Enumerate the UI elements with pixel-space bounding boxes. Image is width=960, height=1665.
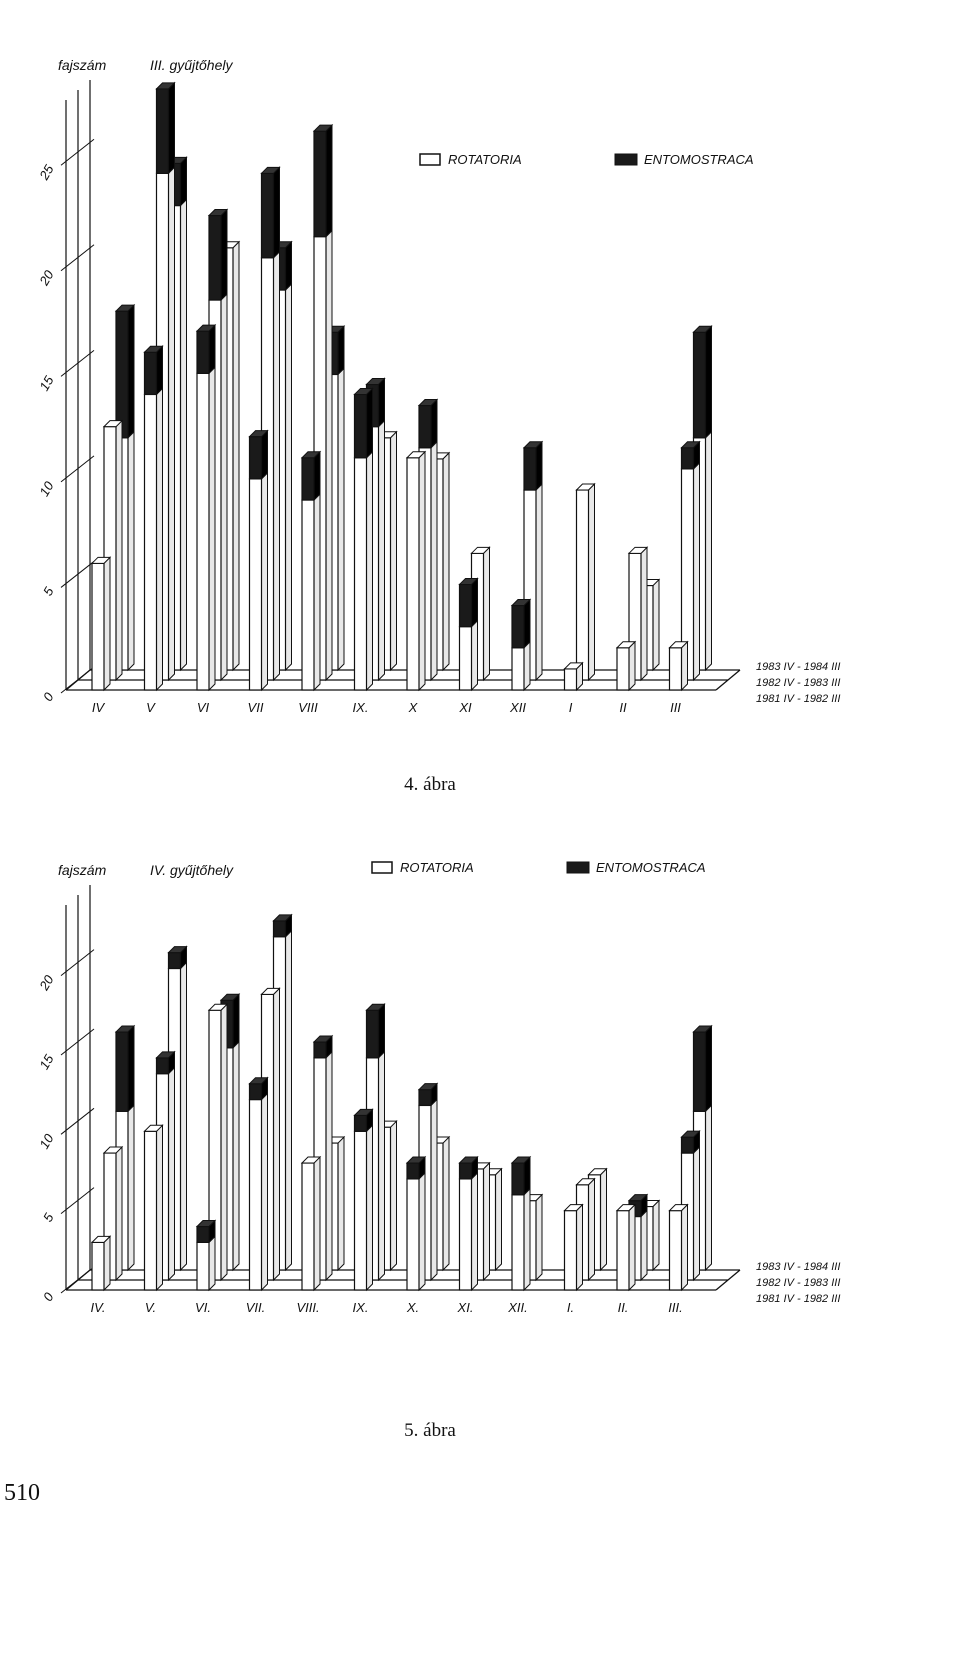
y-tick-label: 5 bbox=[39, 1210, 57, 1225]
bar-rotatoria-side bbox=[472, 621, 478, 690]
bar-entomostraca-side bbox=[379, 378, 385, 426]
x-tick-label: III bbox=[670, 700, 681, 715]
bar-rotatoria bbox=[92, 1242, 104, 1290]
bar-rotatoria-side bbox=[629, 642, 635, 690]
bar-rotatoria-side bbox=[314, 494, 320, 690]
x-tick-label: IV bbox=[91, 700, 105, 715]
bar-rotatoria bbox=[407, 458, 419, 690]
bar-rotatoria-side bbox=[233, 242, 239, 670]
bar-entomostraca bbox=[197, 331, 209, 373]
bar-rotatoria-side bbox=[157, 1125, 163, 1290]
bar-entomostraca-side bbox=[128, 1026, 134, 1111]
bar-rotatoria-side bbox=[209, 1236, 215, 1290]
bar-rotatoria-side bbox=[484, 547, 490, 680]
bar-rotatoria bbox=[512, 648, 524, 690]
bar-stack bbox=[617, 642, 635, 690]
x-tick-label: V. bbox=[144, 1300, 157, 1315]
bar-rotatoria-side bbox=[706, 432, 712, 670]
bar-entomostraca-side bbox=[314, 452, 320, 500]
bar-stack bbox=[670, 1205, 688, 1290]
bar-stack bbox=[617, 1205, 635, 1290]
bar-rotatoria-side bbox=[536, 484, 542, 680]
bar-rotatoria bbox=[512, 1195, 524, 1290]
series-label: 1983 IV - 1984 III bbox=[756, 1261, 841, 1273]
legend bbox=[372, 860, 706, 875]
bar-entomostraca bbox=[250, 437, 262, 479]
bar-rotatoria bbox=[250, 1100, 262, 1290]
y-tick-label: 20 bbox=[36, 267, 57, 288]
legend-label-rotatoria: ROTATORIA bbox=[400, 860, 474, 875]
y-tick-label: 0 bbox=[39, 1290, 57, 1304]
y-axis-label: fajszám bbox=[58, 57, 107, 73]
bar-rotatoria-side bbox=[326, 1052, 332, 1280]
bar-rotatoria-side bbox=[589, 484, 595, 680]
y-tick-label: 20 bbox=[36, 972, 57, 993]
bar-rotatoria bbox=[145, 394, 157, 690]
bar-entomostraca bbox=[314, 1042, 326, 1058]
bar-rotatoria-side bbox=[431, 1099, 437, 1280]
series-label: 1983 IV - 1984 III bbox=[756, 661, 841, 673]
chart-1-plot bbox=[36, 57, 841, 715]
bar-entomostraca-side bbox=[221, 210, 227, 300]
y-tick-label: 15 bbox=[36, 1051, 57, 1072]
series-label: 1982 IV - 1983 III bbox=[756, 1277, 841, 1289]
x-tick-label: III. bbox=[668, 1300, 683, 1315]
bar-stack bbox=[302, 452, 320, 690]
bar-stack bbox=[92, 557, 110, 690]
bar-entomostraca-side bbox=[431, 400, 437, 448]
bar-rotatoria-side bbox=[472, 1173, 478, 1290]
bar-rotatoria bbox=[460, 1179, 472, 1290]
bar-entomostraca bbox=[419, 406, 431, 448]
bar-rotatoria-side bbox=[431, 442, 437, 680]
bar-entomostraca bbox=[419, 1090, 431, 1106]
bar-rotatoria-side bbox=[379, 1052, 385, 1280]
bar-entomostraca bbox=[682, 448, 694, 469]
bar-stack bbox=[512, 600, 530, 690]
bar-entomostraca-side bbox=[338, 326, 344, 374]
bar-rotatoria-side bbox=[391, 1121, 397, 1270]
legend-swatch-entomostraca bbox=[615, 154, 637, 165]
bar-stack bbox=[250, 431, 268, 690]
bar-rotatoria-side bbox=[338, 1137, 344, 1270]
bar-entomostraca bbox=[116, 311, 128, 438]
bar-entomostraca bbox=[314, 131, 326, 237]
bar-entomostraca-side bbox=[706, 326, 712, 438]
bar-rotatoria bbox=[302, 500, 314, 690]
y-tick-label: 25 bbox=[36, 162, 57, 183]
bar-stack bbox=[577, 484, 595, 680]
x-tick-label: V bbox=[146, 700, 155, 715]
bar-rotatoria-side bbox=[104, 557, 110, 690]
bar-rotatoria-side bbox=[128, 1105, 134, 1270]
chart-1 bbox=[0, 40, 960, 780]
series-labels bbox=[756, 661, 840, 705]
legend bbox=[420, 152, 754, 167]
legend-swatch-rotatoria bbox=[420, 154, 440, 165]
x-tick-label: XI. bbox=[457, 1300, 474, 1315]
bar-rotatoria-side bbox=[641, 1211, 647, 1280]
bar-rotatoria-side bbox=[181, 962, 187, 1270]
bar-entomostraca bbox=[694, 332, 706, 438]
bar-rotatoria-side bbox=[694, 1147, 700, 1280]
bar-rotatoria-side bbox=[157, 388, 163, 690]
bar-rotatoria-side bbox=[484, 1163, 490, 1280]
bar-stack bbox=[565, 663, 583, 690]
bar-entomostraca bbox=[460, 584, 472, 626]
bar-rotatoria-side bbox=[221, 1004, 227, 1280]
y-tick-label: 15 bbox=[36, 373, 57, 394]
bar-entomostraca-side bbox=[128, 305, 134, 438]
bar-entomostraca-side bbox=[379, 1004, 385, 1058]
bar-rotatoria-side bbox=[274, 988, 280, 1280]
bar-entomostraca bbox=[682, 1137, 694, 1153]
x-tick-label: I. bbox=[566, 1300, 575, 1315]
x-tick-label: X bbox=[408, 700, 418, 715]
bar-entomostraca bbox=[262, 173, 274, 257]
bar-stack bbox=[460, 578, 478, 690]
bar-stack bbox=[407, 452, 425, 690]
x-tick-label: VIII bbox=[298, 700, 318, 715]
bar-rotatoria-side bbox=[169, 1068, 175, 1280]
bar-entomostraca bbox=[145, 352, 157, 394]
chart-title: III. gyűjtőhely bbox=[150, 57, 233, 73]
bar-entomostraca bbox=[157, 1058, 169, 1074]
bar-rotatoria bbox=[670, 648, 682, 690]
bar-entomostraca-side bbox=[536, 442, 542, 490]
bar-rotatoria-side bbox=[286, 931, 292, 1270]
bar-entomostraca-side bbox=[169, 83, 175, 173]
bar-rotatoria-side bbox=[379, 421, 385, 680]
y-tick-label: 10 bbox=[36, 1131, 57, 1152]
bar-entomostraca-side bbox=[326, 125, 332, 237]
bar-rotatoria bbox=[355, 1131, 367, 1290]
bar-entomostraca-side bbox=[181, 157, 187, 205]
bar-rotatoria-side bbox=[706, 1105, 712, 1270]
bar-entomostraca bbox=[355, 1115, 367, 1131]
x-tick-label: II. bbox=[617, 1300, 629, 1315]
bar-rotatoria-side bbox=[682, 642, 688, 690]
bar-entomostraca bbox=[694, 1032, 706, 1111]
bar-rotatoria-side bbox=[641, 547, 647, 680]
bar-stack bbox=[565, 1205, 583, 1290]
bar-rotatoria bbox=[617, 1211, 629, 1290]
bars bbox=[92, 915, 712, 1290]
bar-entomostraca-side bbox=[274, 167, 280, 257]
chart-1-svg bbox=[0, 40, 960, 780]
bar-rotatoria-side bbox=[524, 642, 530, 690]
bar-entomostraca bbox=[524, 448, 536, 490]
y-axis-label: fajszám bbox=[58, 862, 107, 878]
bar-entomostraca bbox=[169, 953, 181, 969]
bar-stack bbox=[302, 1157, 320, 1290]
bar-rotatoria-side bbox=[682, 1205, 688, 1290]
x-tick-label: I bbox=[568, 700, 573, 715]
series-label: 1981 IV - 1982 III bbox=[756, 693, 841, 705]
caption-figure-4: 4. ábra bbox=[404, 774, 456, 795]
bar-stack bbox=[92, 1236, 110, 1290]
bar-stack bbox=[355, 388, 373, 690]
bar-rotatoria-side bbox=[601, 1169, 607, 1270]
bar-rotatoria bbox=[197, 1242, 209, 1290]
bar-rotatoria-side bbox=[128, 432, 134, 670]
bar-stack bbox=[460, 1157, 478, 1290]
x-tick-label: IV. bbox=[90, 1300, 106, 1315]
bar-rotatoria-side bbox=[233, 1042, 239, 1270]
bar-entomostraca-side bbox=[262, 431, 268, 479]
caption-figure-5: 5. ábra bbox=[404, 1420, 456, 1441]
y-axes bbox=[36, 885, 94, 1304]
bar-rotatoria bbox=[460, 627, 472, 690]
bar-rotatoria-side bbox=[116, 421, 122, 680]
bar-entomostraca-side bbox=[524, 600, 530, 648]
bar-rotatoria-side bbox=[419, 452, 425, 690]
y-tick-label: 0 bbox=[39, 690, 57, 704]
bar-rotatoria bbox=[355, 458, 367, 690]
bar-rotatoria-side bbox=[496, 1169, 502, 1270]
bar-rotatoria bbox=[302, 1163, 314, 1290]
bar-rotatoria bbox=[250, 479, 262, 690]
bar-entomostraca-side bbox=[367, 388, 373, 457]
bar-rotatoria bbox=[670, 1211, 682, 1290]
bar-stack bbox=[145, 1125, 163, 1290]
series-label: 1982 IV - 1983 III bbox=[756, 677, 841, 689]
x-tick-label: XI bbox=[459, 700, 472, 715]
bar-rotatoria bbox=[197, 373, 209, 690]
x-tick-label: VI bbox=[196, 700, 210, 715]
bar-entomostraca bbox=[157, 89, 169, 173]
bar-entomostraca-side bbox=[233, 994, 239, 1048]
bar-rotatoria bbox=[577, 490, 589, 680]
x-tick-labels bbox=[91, 1300, 683, 1315]
y-tick-label: 5 bbox=[39, 584, 57, 599]
page-number: 510 bbox=[4, 1480, 40, 1506]
bar-rotatoria-side bbox=[629, 1205, 635, 1290]
legend-swatch-rotatoria bbox=[372, 862, 392, 873]
bars bbox=[92, 83, 712, 690]
bar-rotatoria-side bbox=[653, 580, 659, 670]
bar-entomostraca bbox=[116, 1032, 128, 1111]
chart-2-svg bbox=[0, 860, 960, 1460]
bar-rotatoria-side bbox=[116, 1147, 122, 1280]
bar-stack bbox=[250, 1078, 268, 1290]
bar-rotatoria-side bbox=[274, 252, 280, 680]
legend-label-entomostraca: ENTOMOSTRACA bbox=[596, 860, 706, 875]
bar-stack bbox=[197, 1221, 215, 1290]
bar-stack bbox=[355, 1109, 373, 1290]
bar-rotatoria-side bbox=[367, 452, 373, 690]
bar-entomostraca bbox=[512, 606, 524, 648]
bar-rotatoria-side bbox=[694, 463, 700, 680]
bar-rotatoria-side bbox=[391, 432, 397, 670]
bar-rotatoria-side bbox=[104, 1236, 110, 1290]
bar-entomostraca-side bbox=[706, 1026, 712, 1111]
bar-rotatoria-side bbox=[443, 453, 449, 670]
bar-entomostraca bbox=[302, 458, 314, 500]
bar-rotatoria bbox=[92, 563, 104, 690]
bar-rotatoria bbox=[145, 1131, 157, 1290]
bar-stack bbox=[145, 346, 163, 690]
bar-entomostraca bbox=[209, 216, 221, 300]
x-tick-label: X. bbox=[406, 1300, 420, 1315]
bar-rotatoria bbox=[617, 648, 629, 690]
x-tick-label: XII bbox=[510, 700, 526, 715]
x-tick-label: IX. bbox=[352, 1300, 369, 1315]
bar-entomostraca-side bbox=[472, 578, 478, 626]
bar-rotatoria-side bbox=[419, 1173, 425, 1290]
bar-stack bbox=[512, 1157, 530, 1290]
bar-rotatoria-side bbox=[326, 231, 332, 680]
x-tick-label: VIII. bbox=[296, 1300, 320, 1315]
bar-entomostraca-side bbox=[286, 242, 292, 290]
bar-entomostraca bbox=[250, 1084, 262, 1100]
bar-entomostraca-side bbox=[157, 346, 163, 394]
bar-entomostraca bbox=[367, 1010, 379, 1058]
chart-2-plot bbox=[36, 860, 841, 1315]
bar-rotatoria bbox=[407, 1179, 419, 1290]
bar-stack bbox=[670, 642, 688, 690]
bar-rotatoria-side bbox=[286, 284, 292, 670]
bar-stack bbox=[197, 325, 215, 690]
x-tick-label: VII bbox=[247, 700, 264, 715]
bar-entomostraca bbox=[460, 1163, 472, 1179]
bar-rotatoria bbox=[565, 1211, 577, 1290]
series-labels bbox=[756, 1261, 840, 1305]
series-label: 1981 IV - 1982 III bbox=[756, 1293, 841, 1305]
bar-rotatoria-side bbox=[169, 167, 175, 680]
bar-rotatoria-side bbox=[181, 200, 187, 670]
bar-rotatoria-side bbox=[577, 1205, 583, 1290]
bar-rotatoria-side bbox=[524, 1189, 530, 1290]
x-tick-label: VII. bbox=[245, 1300, 266, 1315]
x-tick-label: XII. bbox=[508, 1300, 528, 1315]
x-tick-label: II bbox=[619, 700, 627, 715]
bar-rotatoria-side bbox=[443, 1137, 449, 1270]
x-tick-labels bbox=[92, 700, 681, 715]
x-tick-label: IX. bbox=[352, 700, 369, 715]
bar-rotatoria-side bbox=[262, 473, 268, 690]
y-axes bbox=[36, 80, 94, 704]
legend-label-entomostraca: ENTOMOSTRACA bbox=[644, 152, 754, 167]
chart-title: IV. gyűjtőhely bbox=[150, 862, 234, 878]
bar-entomostraca bbox=[274, 921, 286, 937]
x-tick-label: VI. bbox=[195, 1300, 211, 1315]
bar-entomostraca bbox=[512, 1163, 524, 1195]
legend-swatch-entomostraca bbox=[567, 862, 589, 873]
bar-rotatoria-side bbox=[221, 294, 227, 680]
bar-rotatoria-side bbox=[209, 367, 215, 690]
legend-label-rotatoria: ROTATORIA bbox=[448, 152, 522, 167]
bar-rotatoria-side bbox=[262, 1094, 268, 1290]
bar-entomostraca bbox=[355, 394, 367, 457]
bar-rotatoria-side bbox=[589, 1179, 595, 1280]
bar-rotatoria-side bbox=[536, 1195, 542, 1280]
bar-entomostraca bbox=[197, 1227, 209, 1243]
bar-stack bbox=[407, 1157, 425, 1290]
bar-rotatoria-side bbox=[367, 1125, 373, 1290]
bar-rotatoria-side bbox=[338, 368, 344, 670]
bar-rotatoria-side bbox=[653, 1201, 659, 1270]
bar-entomostraca-side bbox=[209, 325, 215, 373]
bar-rotatoria-side bbox=[314, 1157, 320, 1290]
chart-2 bbox=[0, 860, 960, 1460]
bar-entomostraca bbox=[407, 1163, 419, 1179]
y-tick-label: 10 bbox=[36, 478, 57, 499]
bar-rotatoria bbox=[565, 669, 577, 690]
